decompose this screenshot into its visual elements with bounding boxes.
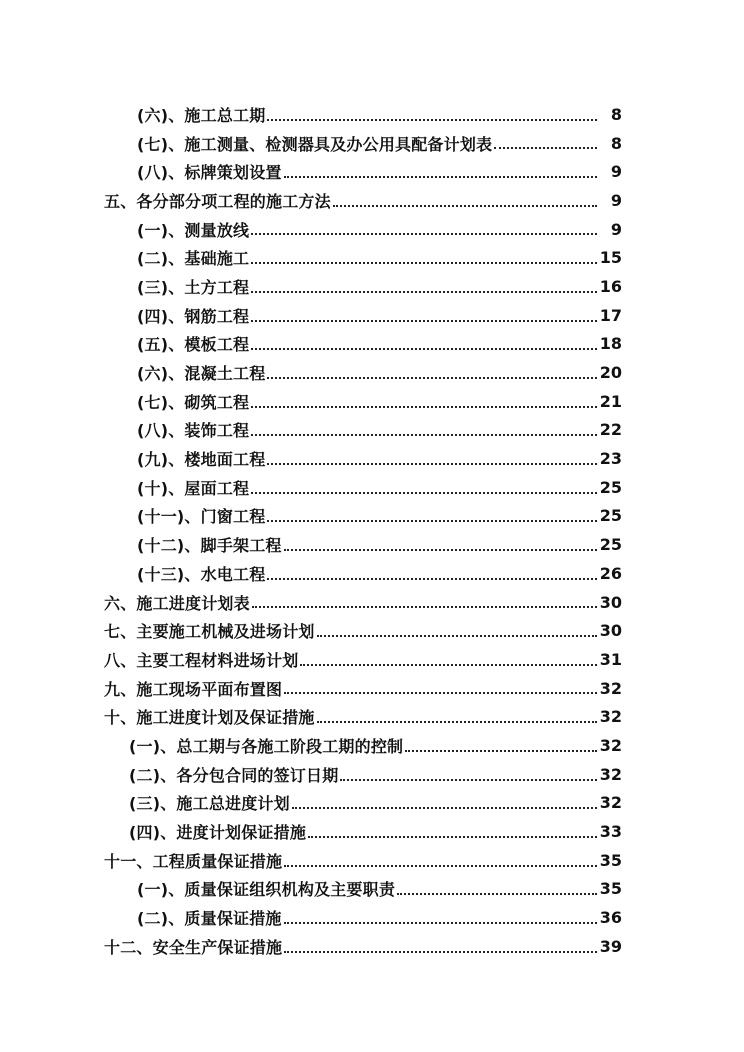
- toc-entry-title: (五)、模板工程: [137, 335, 250, 355]
- toc-entry-title: (十一)、门窗工程: [137, 507, 266, 527]
- toc-entry[interactable]: [0, 645, 744, 674]
- toc-entry-page-number: 32: [599, 678, 622, 698]
- toc-entry-title: (十)、屋面工程: [137, 478, 250, 498]
- toc-entry-page-number: 25: [599, 535, 622, 555]
- toc-dot-leader: [251, 261, 597, 264]
- toc-entry-title: 六、施工进度计划表: [104, 593, 250, 613]
- toc-entry-title: (一)、测量放线: [137, 220, 250, 240]
- toc-entry-page-number: 32: [599, 793, 622, 813]
- toc-entry-page-number: 35: [599, 879, 622, 899]
- toc-dot-leader: [317, 720, 597, 723]
- toc-entry-page-number: 8: [610, 104, 622, 124]
- toc-entry-title: (二)、各分包合同的签订日期: [129, 765, 339, 785]
- toc-entry[interactable]: [0, 760, 744, 789]
- toc-entry[interactable]: [0, 559, 744, 588]
- toc-dot-leader: [300, 663, 597, 666]
- toc-dot-leader: [397, 892, 597, 895]
- toc-entry-page-number: 9: [610, 162, 622, 182]
- toc-entry-page-number: 39: [599, 936, 622, 956]
- toc-entry[interactable]: [0, 387, 744, 416]
- toc-entry-title: (三)、施工总进度计划: [129, 794, 290, 814]
- toc-entry-page-number: 36: [599, 908, 622, 928]
- toc-entry[interactable]: [0, 301, 744, 330]
- toc-entry[interactable]: [0, 330, 744, 359]
- toc-entry-title: (十二)、脚手架工程: [137, 536, 282, 556]
- toc-entry-title: (四)、进度计划保证措施: [129, 823, 307, 843]
- toc-entry-page-number: 33: [599, 822, 622, 842]
- toc-dot-leader: [292, 806, 597, 809]
- toc-entry-title: (七)、施工测量、检测器具及办公用具配备计划表: [137, 134, 493, 154]
- toc-dot-leader: [267, 462, 597, 465]
- toc-entry[interactable]: [0, 932, 744, 961]
- toc-entry[interactable]: [0, 129, 744, 158]
- toc-entry-title: (八)、标牌策划设置: [137, 163, 282, 183]
- toc-entry-title: (四)、钢筋工程: [137, 306, 250, 326]
- toc-entry-page-number: 32: [599, 764, 622, 784]
- toc-entry[interactable]: [0, 588, 744, 617]
- toc-entry-page-number: 9: [610, 190, 622, 210]
- toc-entry-title: 七、主要施工机械及进场计划: [104, 622, 315, 642]
- toc-dot-leader: [284, 950, 597, 953]
- toc-dot-leader: [251, 232, 597, 235]
- toc-entry-title: (九)、楼地面工程: [137, 450, 266, 470]
- toc-dot-leader: [284, 548, 597, 551]
- toc-entry-page-number: 31: [599, 649, 622, 669]
- toc-entry-page-number: 21: [599, 391, 622, 411]
- toc-entry-title: (十三)、水电工程: [137, 564, 266, 584]
- toc-entry-title: (八)、装饰工程: [137, 421, 250, 441]
- toc-dot-leader: [317, 634, 597, 637]
- toc-entry[interactable]: [0, 272, 744, 301]
- toc-dot-leader: [284, 691, 597, 694]
- toc-dot-leader: [494, 146, 597, 149]
- toc-entry-title: 十、施工进度计划及保证措施: [104, 708, 315, 728]
- toc-entry-page-number: 32: [599, 707, 622, 727]
- toc-entry-title: 十二、安全生产保证措施: [104, 937, 283, 957]
- toc-dot-leader: [267, 577, 597, 580]
- toc-dot-leader: [340, 778, 597, 781]
- toc-entry-page-number: 9: [610, 219, 622, 239]
- toc-entry[interactable]: [0, 157, 744, 186]
- toc-entry[interactable]: [0, 100, 744, 129]
- toc-dot-leader: [308, 835, 597, 838]
- toc-entry-title: (二)、基础施工: [137, 249, 250, 269]
- toc-entry[interactable]: [0, 186, 744, 215]
- toc-entry-page-number: 30: [599, 592, 622, 612]
- toc-dot-leader: [267, 118, 597, 121]
- toc-dot-leader: [251, 319, 597, 322]
- toc-entry[interactable]: [0, 444, 744, 473]
- toc-entry[interactable]: [0, 502, 744, 531]
- toc-dot-leader: [251, 405, 597, 408]
- toc-entry-title: 八、主要工程材料进场计划: [104, 650, 299, 670]
- toc-entry-title: (一)、总工期与各施工阶段工期的控制: [129, 736, 404, 756]
- toc-entry[interactable]: [0, 674, 744, 703]
- toc-entry-page-number: 15: [599, 248, 622, 268]
- toc-entry[interactable]: [0, 215, 744, 244]
- toc-entry-title: (二)、质量保证措施: [137, 909, 282, 929]
- toc-entry-title: 五、各分部分项工程的施工方法: [104, 191, 331, 211]
- toc-dot-leader: [251, 433, 597, 436]
- toc-entry-title: 九、施工现场平面布置图: [104, 679, 283, 699]
- toc-dot-leader: [267, 376, 597, 379]
- toc-dot-leader: [252, 605, 597, 608]
- toc-entry-title: 十一、工程质量保证措施: [104, 851, 283, 871]
- toc-entry-page-number: 23: [599, 449, 622, 469]
- toc-dot-leader: [284, 175, 597, 178]
- toc-entry-title: (六)、施工总工期: [137, 105, 266, 125]
- toc-entry-title: (七)、砌筑工程: [137, 392, 250, 412]
- toc-entry[interactable]: [0, 817, 744, 846]
- toc-dot-leader: [251, 491, 597, 494]
- toc-entry[interactable]: [0, 616, 744, 645]
- toc-entry[interactable]: [0, 903, 744, 932]
- toc-entry-page-number: 20: [599, 363, 622, 383]
- toc-entry[interactable]: [0, 416, 744, 445]
- toc-dot-leader: [267, 519, 597, 522]
- toc-entry-page-number: 17: [599, 305, 622, 325]
- toc-dot-leader: [284, 921, 597, 924]
- toc-dot-leader: [405, 749, 597, 752]
- toc-entry[interactable]: [0, 473, 744, 502]
- toc-entry-title: (三)、土方工程: [137, 277, 250, 297]
- toc-dot-leader: [333, 204, 597, 207]
- toc-entry-page-number: 16: [599, 276, 622, 296]
- toc-dot-leader: [251, 347, 597, 350]
- toc-entry[interactable]: [0, 702, 744, 731]
- toc-dot-leader: [284, 864, 597, 867]
- toc-entry-page-number: 26: [599, 563, 622, 583]
- toc-entry-page-number: 25: [599, 506, 622, 526]
- toc-entry[interactable]: [0, 530, 744, 559]
- toc-entry-page-number: 35: [599, 850, 622, 870]
- toc-entry[interactable]: [0, 846, 744, 875]
- table-of-contents: [0, 100, 744, 961]
- toc-entry-page-number: 22: [599, 420, 622, 440]
- toc-entry[interactable]: [0, 358, 744, 387]
- toc-entry[interactable]: [0, 243, 744, 272]
- toc-entry-page-number: 25: [599, 477, 622, 497]
- toc-entry[interactable]: [0, 875, 744, 904]
- toc-entry-page-number: 8: [610, 133, 622, 153]
- toc-entry[interactable]: [0, 731, 744, 760]
- toc-entry-title: (六)、混凝土工程: [137, 364, 266, 384]
- toc-entry-page-number: 30: [599, 621, 622, 641]
- toc-entry-title: (一)、质量保证组织机构及主要职责: [137, 880, 396, 900]
- toc-dot-leader: [251, 290, 597, 293]
- toc-entry-page-number: 32: [599, 735, 622, 755]
- toc-entry-page-number: 18: [599, 334, 622, 354]
- toc-entry[interactable]: [0, 789, 744, 818]
